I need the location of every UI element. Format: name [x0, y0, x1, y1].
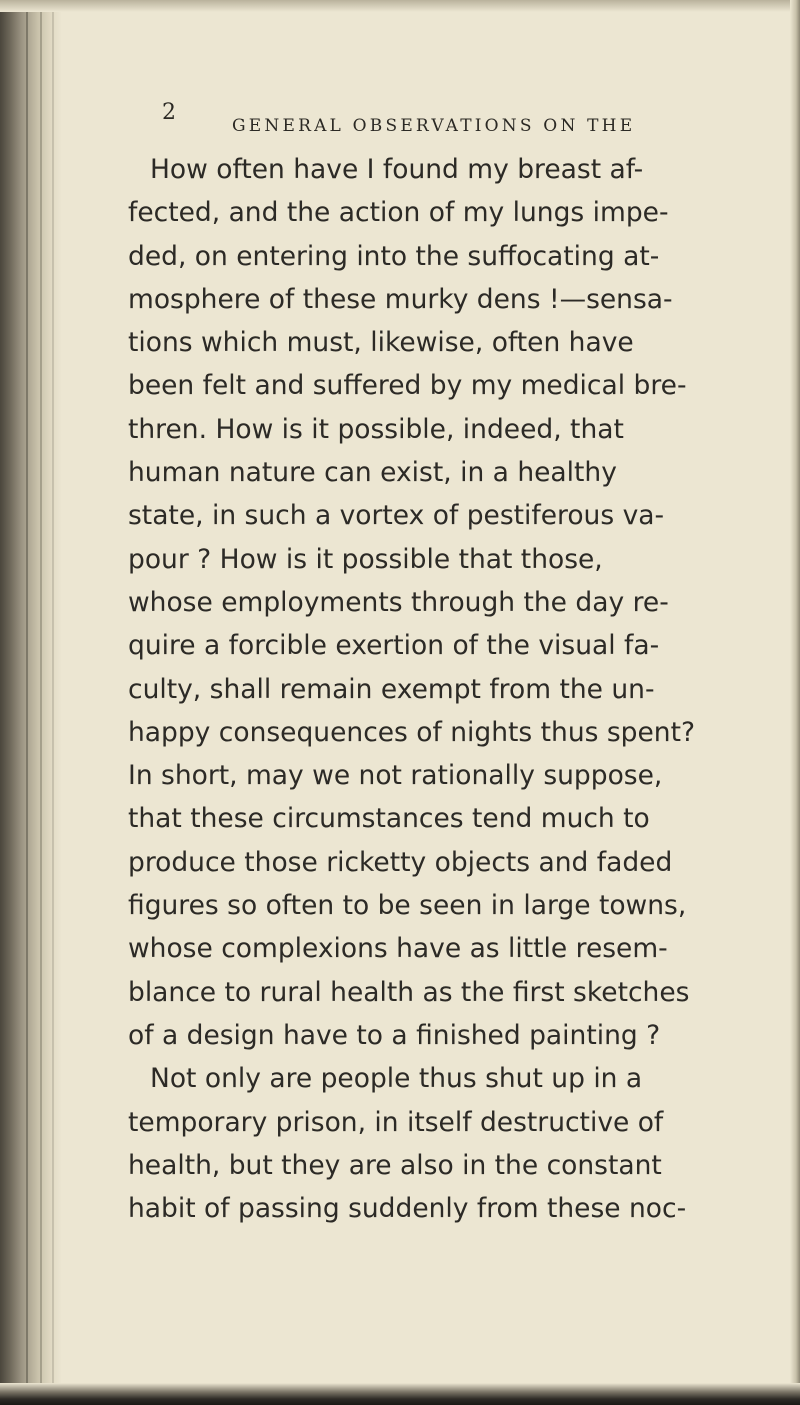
page-number: 2: [162, 100, 176, 125]
text-line: culty, shall remain exempt from the un-: [128, 673, 655, 705]
text-line: health, but they are also in the constant: [128, 1149, 662, 1181]
text-line: tions which must, likewise, often have: [128, 327, 634, 359]
text-line: pour ? How is it possible that those,: [128, 543, 603, 575]
text-line: quire a forcible exertion of the visual fa-: [128, 630, 660, 662]
text-line: ded, on entering into the suffocating at-: [128, 240, 660, 272]
text-line: blance to rural health as the first sketches: [128, 976, 690, 1008]
gutter-line: [52, 0, 54, 1405]
text-line: How often have I found my breast af-: [150, 154, 644, 185]
text-line: state, in such a vortex of pestiferous va-: [128, 500, 665, 532]
text-line: produce those ricketty objects and faded: [128, 846, 673, 878]
text-line: happy consequences of nights thus spent?: [128, 716, 696, 748]
page-top-edge: [0, 0, 800, 12]
text-line: whose employments through the day re-: [128, 586, 669, 618]
text-line: Not only are people thus shut up in a: [150, 1063, 643, 1095]
text-line: whose complexions have as little resem-: [128, 933, 668, 965]
text-line: that these circumstances tend much to: [128, 803, 650, 835]
text-line: habit of passing suddenly from these noc-: [128, 1193, 687, 1225]
text-line: In short, may we not rationally suppose,: [128, 760, 663, 792]
text-line: figures so often to be seen in large towns,: [128, 890, 687, 922]
text-line: been felt and suffered by my medical bre-: [128, 370, 687, 402]
gutter-line: [26, 0, 28, 1405]
text-line: of a design have to a finished painting ?: [128, 1019, 661, 1051]
text-line: human nature can exist, in a healthy: [128, 457, 617, 489]
body-text: [128, 148, 738, 1230]
text-line: fected, and the action of my lungs impe-: [128, 197, 669, 229]
text-line: thren. How is it possible, indeed, that: [128, 413, 624, 445]
text-line: temporary prison, in itself destructive of: [128, 1106, 664, 1138]
running-head: GENERAL OBSERVATIONS ON THE: [232, 116, 636, 136]
gutter-line: [40, 0, 42, 1405]
text-line: mosphere of these murky dens !—sensa-: [128, 283, 673, 315]
page-right-edge: [790, 0, 800, 1405]
page-bottom-edge: [0, 1383, 800, 1405]
